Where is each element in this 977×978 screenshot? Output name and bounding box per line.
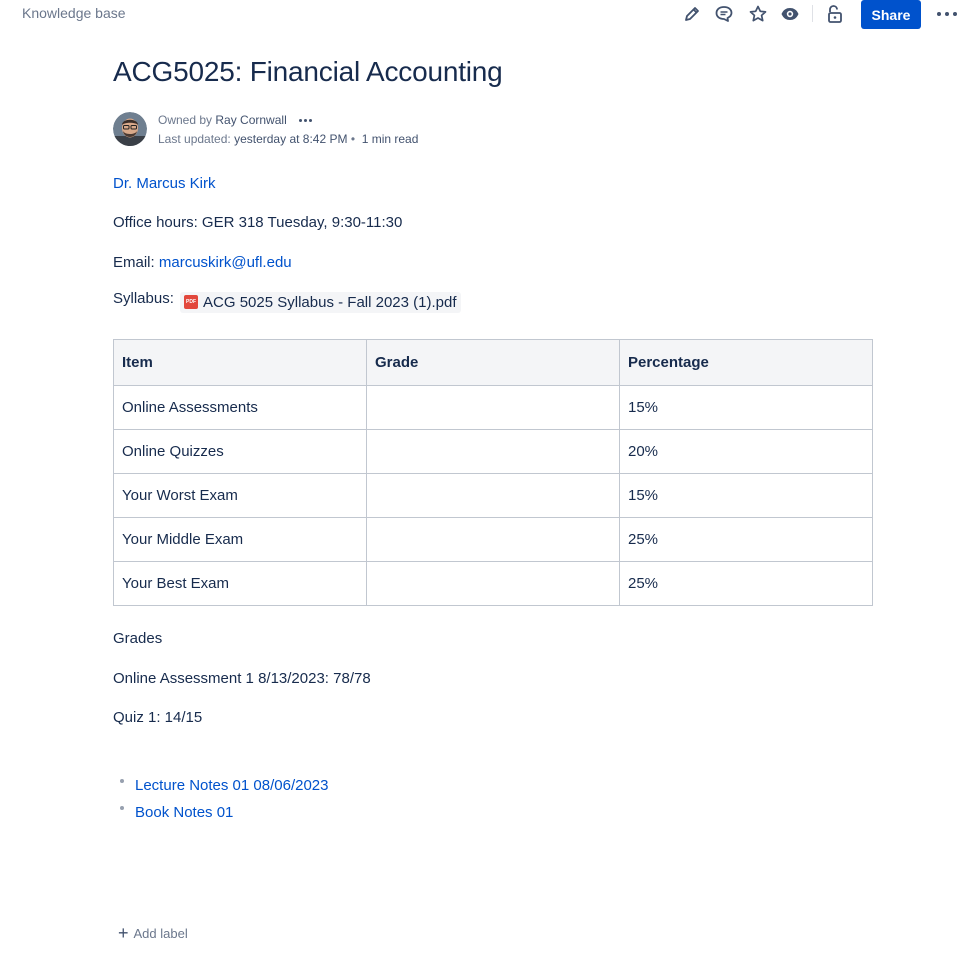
plus-icon: + (118, 923, 129, 943)
last-updated-value[interactable]: yesterday at 8:42 PM (234, 132, 348, 146)
syllabus-attachment[interactable] (180, 292, 460, 313)
add-label-button[interactable] (118, 925, 188, 941)
top-bar (0, 0, 977, 30)
email-paragraph (113, 254, 292, 271)
byline-updated (158, 132, 418, 146)
syllabus-label: Syllabus: (113, 290, 174, 307)
owned-by-label: Owned by (158, 113, 213, 127)
email-link[interactable]: marcuskirk@ufl.edu (158, 254, 292, 271)
unlock-icon[interactable] (824, 3, 846, 25)
table-cell-grade (367, 386, 620, 430)
table-cell-percentage: 20% (620, 430, 873, 474)
table-row (114, 386, 873, 430)
syllabus-file-name: ACG 5025 Syllabus - Fall 2023 (1).pdf (203, 293, 457, 311)
share-button[interactable]: Share (861, 0, 921, 29)
table-header-percentage: Percentage (620, 340, 873, 386)
instructor-paragraph (113, 175, 216, 192)
grade-line-quiz: Quiz 1: 14/15 (113, 709, 203, 726)
table-cell-grade (367, 474, 620, 518)
table-row (114, 518, 873, 562)
child-page-link[interactable]: Lecture Notes 01 08/06/2023 (135, 777, 329, 794)
table-cell-item: Online Assessments (114, 386, 367, 430)
page-title: ACG5025: Financial Accounting (113, 56, 503, 87)
pencil-icon[interactable] (681, 3, 703, 25)
table-cell-percentage: 15% (620, 386, 873, 430)
table-header-row (114, 340, 873, 386)
syllabus-paragraph (113, 290, 461, 313)
table-cell-grade (367, 562, 620, 606)
table-cell-item: Your Best Exam (114, 562, 367, 606)
grades-table (113, 339, 873, 606)
star-icon[interactable] (747, 3, 769, 25)
table-cell-percentage: 25% (620, 518, 873, 562)
eye-icon[interactable] (779, 3, 801, 25)
read-time: 1 min read (361, 132, 419, 146)
add-label-text: Add label (133, 925, 188, 941)
instructor-link[interactable]: Dr. Marcus Kirk (113, 175, 216, 192)
office-hours-text: Office hours: GER 318 Tuesday, 9:30-11:30 (113, 214, 403, 231)
table-header-item: Item (114, 340, 367, 386)
table-row (114, 430, 873, 474)
byline-more-icon[interactable] (298, 119, 313, 122)
pdf-icon: PDF (184, 295, 198, 309)
last-updated-label: Last updated: (158, 132, 231, 146)
table-header-grade: Grade (367, 340, 620, 386)
table-cell-percentage: 25% (620, 562, 873, 606)
toolbar-divider (812, 5, 813, 22)
owner-name[interactable]: Ray Cornwall (215, 113, 287, 127)
comment-icon[interactable] (713, 3, 735, 25)
table-cell-item: Your Worst Exam (114, 474, 367, 518)
bullet (120, 806, 124, 810)
table-cell-grade (367, 430, 620, 474)
table-cell-item: Online Quizzes (114, 430, 367, 474)
grades-heading: Grades (113, 630, 163, 647)
table-cell-grade (367, 518, 620, 562)
table-cell-percentage: 15% (620, 474, 873, 518)
byline-owner (158, 113, 313, 127)
table-row (114, 562, 873, 606)
child-pages-list (113, 774, 328, 828)
bullet (120, 779, 124, 783)
grade-line-assessment: Online Assessment 1 8/13/2023: 78/78 (113, 670, 371, 687)
list-item (113, 801, 328, 828)
child-page-link[interactable]: Book Notes 01 (135, 804, 234, 821)
table-row (114, 474, 873, 518)
byline-separator: • (350, 132, 356, 146)
more-actions-icon[interactable] (933, 3, 961, 25)
avatar[interactable] (113, 112, 147, 146)
table-cell-item: Your Middle Exam (114, 518, 367, 562)
breadcrumb-knowledge-base[interactable]: Knowledge base (22, 5, 126, 21)
email-label: Email: (113, 254, 155, 271)
list-item (113, 774, 328, 801)
